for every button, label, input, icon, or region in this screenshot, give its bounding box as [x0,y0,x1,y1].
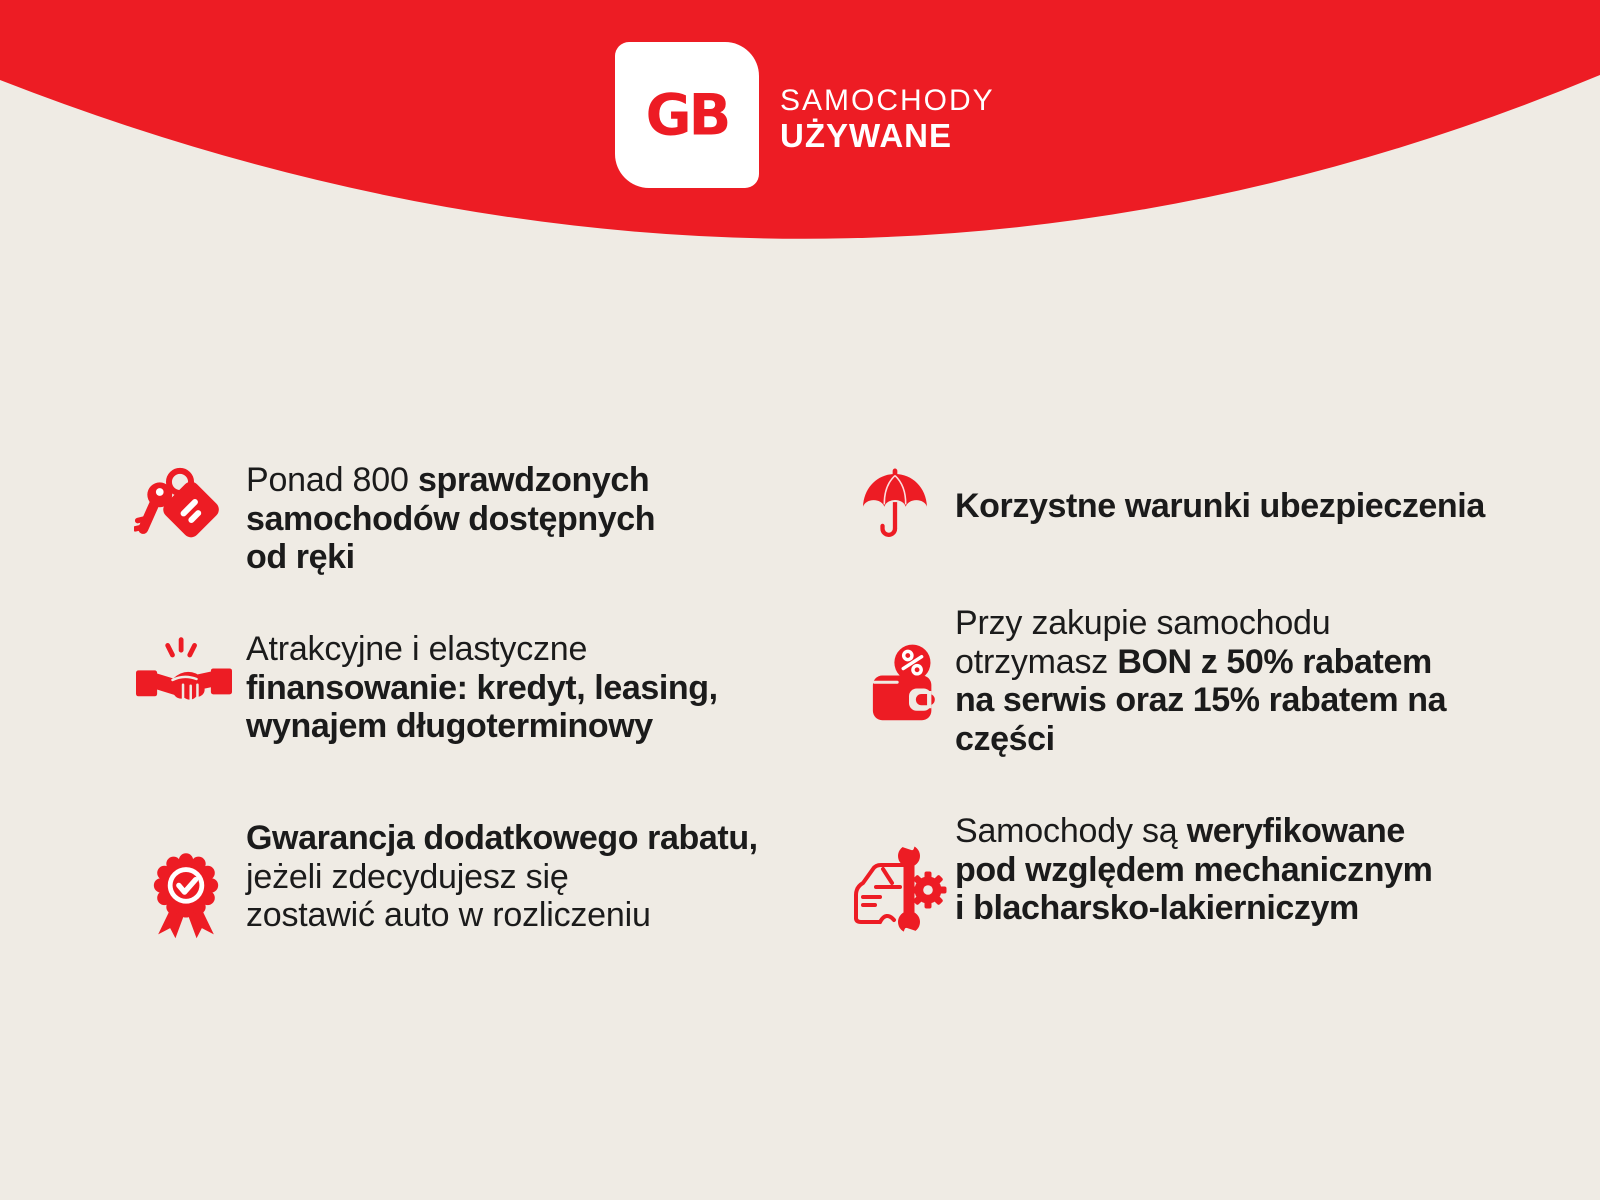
feature-text-segment: sprawdzonych [417,461,650,499]
feature-text-segment: Atrakcyjne i elastyczne [246,630,588,668]
feature-text-segment: części [955,719,1055,758]
feature-text-segment: i blacharsko-lakierniczym [955,889,1359,927]
feature-text-verification [955,812,1432,928]
feature-text-segment: jeżeli zdecydujesz się [246,857,569,896]
feature-text-segment: wynajem długoterminowy [246,707,653,745]
feature-text-segment: weryfikowane [1186,812,1405,850]
feature-text-segment: na serwis oraz 15% rabatem na [955,681,1447,719]
feature-text-segment: Korzystne warunki ubezpieczenia [955,487,1485,525]
brand-title [780,84,995,154]
feature-text-segment: od ręki [246,538,355,576]
car-service-icon [848,840,948,940]
feature-text-segment: zostawić auto w rozliczeniu [246,896,651,934]
award-badge-icon [138,843,234,947]
feature-text-segment: Gwarancja dodatkowego rabatu, [246,819,758,857]
feature-text-segment: otrzymasz [955,642,1118,681]
feature-text-available-cars [246,461,655,577]
brand-title-line1: SAMOCHODY [780,84,995,117]
brand-title-line2: UŻYWANE [780,117,952,154]
feature-text-insurance [955,487,1485,526]
handshake-icon [136,630,232,728]
feature-text-segment: Przy zakupie samochodu [955,604,1331,642]
feature-text-segment: Samochody są [955,812,1187,850]
feature-text-financing [246,630,718,746]
feature-text-segment: samochodów dostępnych [246,499,656,538]
car-keys-icon [134,458,226,550]
wallet-discount-icon [866,630,952,740]
brand-logo [615,42,759,188]
feature-text-segment: pod względem mechanicznym [955,850,1433,889]
feature-text-bonus [955,604,1446,758]
feature-text-segment: Ponad 800 [246,461,418,499]
feature-text-segment: finansowanie: kredyt, leasing, [246,668,718,707]
feature-text-guarantee [246,819,758,935]
umbrella-icon [856,462,934,550]
feature-text-segment: BON z 50% rabatem [1117,642,1432,681]
brand-logo-text: GB [645,81,729,149]
